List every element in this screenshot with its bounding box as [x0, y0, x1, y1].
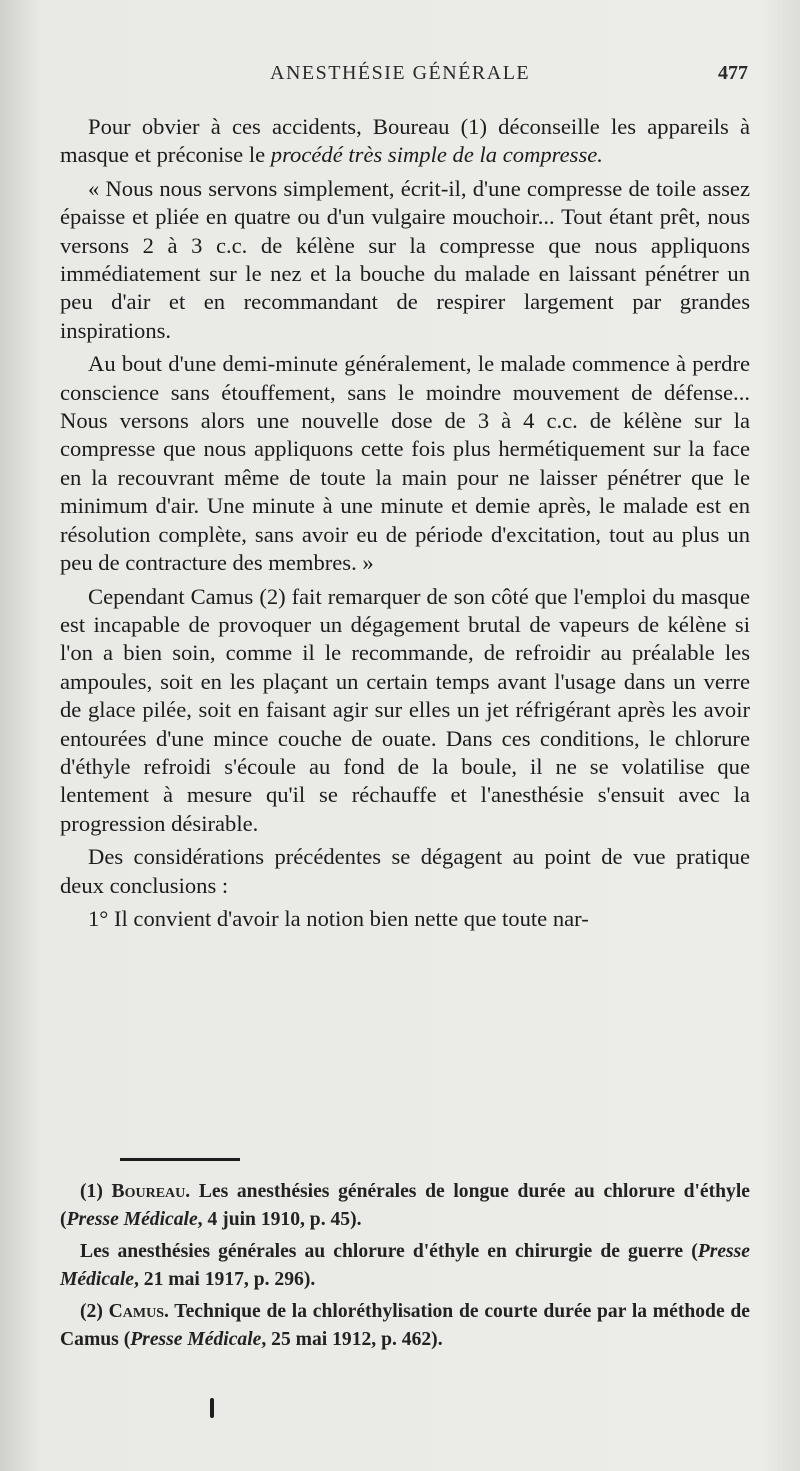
- page-number: 477: [718, 62, 748, 84]
- footnote-1: [60, 1178, 750, 1235]
- page-header: [0, 62, 800, 92]
- footnote-1-citation: , 4 juin 1910, p. 45).: [197, 1209, 362, 1231]
- footnote-1-second-text: Les anesthésies générales au chlorure d'éthyle en chirurgie de guerre (: [80, 1240, 698, 1262]
- footnote-2-citation: , 25 mai 1912, p. 462).: [261, 1329, 443, 1351]
- footnote-1-second: [60, 1238, 750, 1295]
- main-text: [60, 113, 750, 938]
- footnote-2-text: Technique de la chloréthylisation de courte durée par la méthode de Camus (: [60, 1300, 750, 1351]
- footnote-rule: [120, 1158, 240, 1161]
- footnote-1-text: Les anesthésies générales de longue durée au chlorure d'éthyle (: [60, 1181, 750, 1231]
- paragraph-2: « Nous nous servons simplement, écrit-il, d'une compresse de toile assez épaisse et pliée en quatre ou d'un vulgaire mouchoir... Tout étant prêt, nous versons 2 à 3 c.c. de kélène sur la compresse que nous appliquons immédiatement sur le nez et la bouche du malade en laissant pénétrer un peu d'air et en recommandant de respirer largement par grandes inspirations.: [60, 175, 750, 343]
- paragraph-5: Des considérations précédentes se dégagent au point de vue pratique deux conclusions :: [60, 844, 750, 898]
- running-title: ANESTHÉSIE GÉNÉRALE: [270, 62, 531, 84]
- paragraph-3: Au bout d'une demi-minute généralement, le malade commence à perdre conscience sans étouffement, sans le moindre mouvement de défense... Nous versons alors une nouvelle dose de 3 à 4 c.c. de kélène sur la compresse que nous appliquons cette fois plus hermétiquement sur la face en la recouvrant même de toute la main pour ne laisser pénétrer que le minimum d'air. Une minute à une minute et demie après, le malade est en résolution complète, sans avoir eu de période d'excitation, tout au plus un peu de contracture des membres. »: [60, 351, 750, 576]
- paragraph-1: [60, 113, 750, 170]
- footnote-2-marker: (2): [80, 1300, 109, 1322]
- footnote-2: [60, 1298, 750, 1355]
- footnote-2-journal: Presse Médicale: [130, 1329, 262, 1351]
- footnote-1-author: Boureau.: [111, 1181, 191, 1202]
- paragraph-1-emphasis: procédé très simple de la compresse.: [270, 142, 603, 168]
- pencil-mark: [210, 1398, 214, 1418]
- footnotes: [60, 1178, 750, 1357]
- footnote-1-second-journal: Presse Médicale: [60, 1240, 750, 1291]
- paragraph-1-text: Pour obvier à ces accidents, Boureau (1) déconseille les appareils à masque et préconise le: [60, 114, 750, 168]
- footnote-1-marker: (1): [80, 1181, 112, 1202]
- paragraph-6: 1° Il convient d'avoir la notion bien nette que toute nar-: [88, 905, 589, 931]
- footnote-2-author: Camus.: [108, 1300, 169, 1322]
- paragraph-4: Cependant Camus (2) fait remarquer de son côté que l'emploi du masque est incapable de provoquer un dégagement brutal de vapeurs de kélène si l'on a bien soin, comme il le recommande, de refroidir au préalable les ampoules, soit en les plaçant un certain temps avant l'usage dans un verre de glace pilée, soit en faisant agir sur elles un jet réfrigérant après les avoir entourées d'une mince couche de ouate. Dans ces conditions, le chlorure d'éthyle refroidi s'écoule au fond de la boule, il ne se volatilise que lentement à mesure qu'il se réchauffe et l'anesthésie s'ensuit avec la progression désirable.: [60, 583, 750, 836]
- footnote-1-journal: Presse Médicale: [66, 1209, 198, 1231]
- footnote-1-second-citation: , 21 mai 1917, p. 296).: [134, 1269, 316, 1291]
